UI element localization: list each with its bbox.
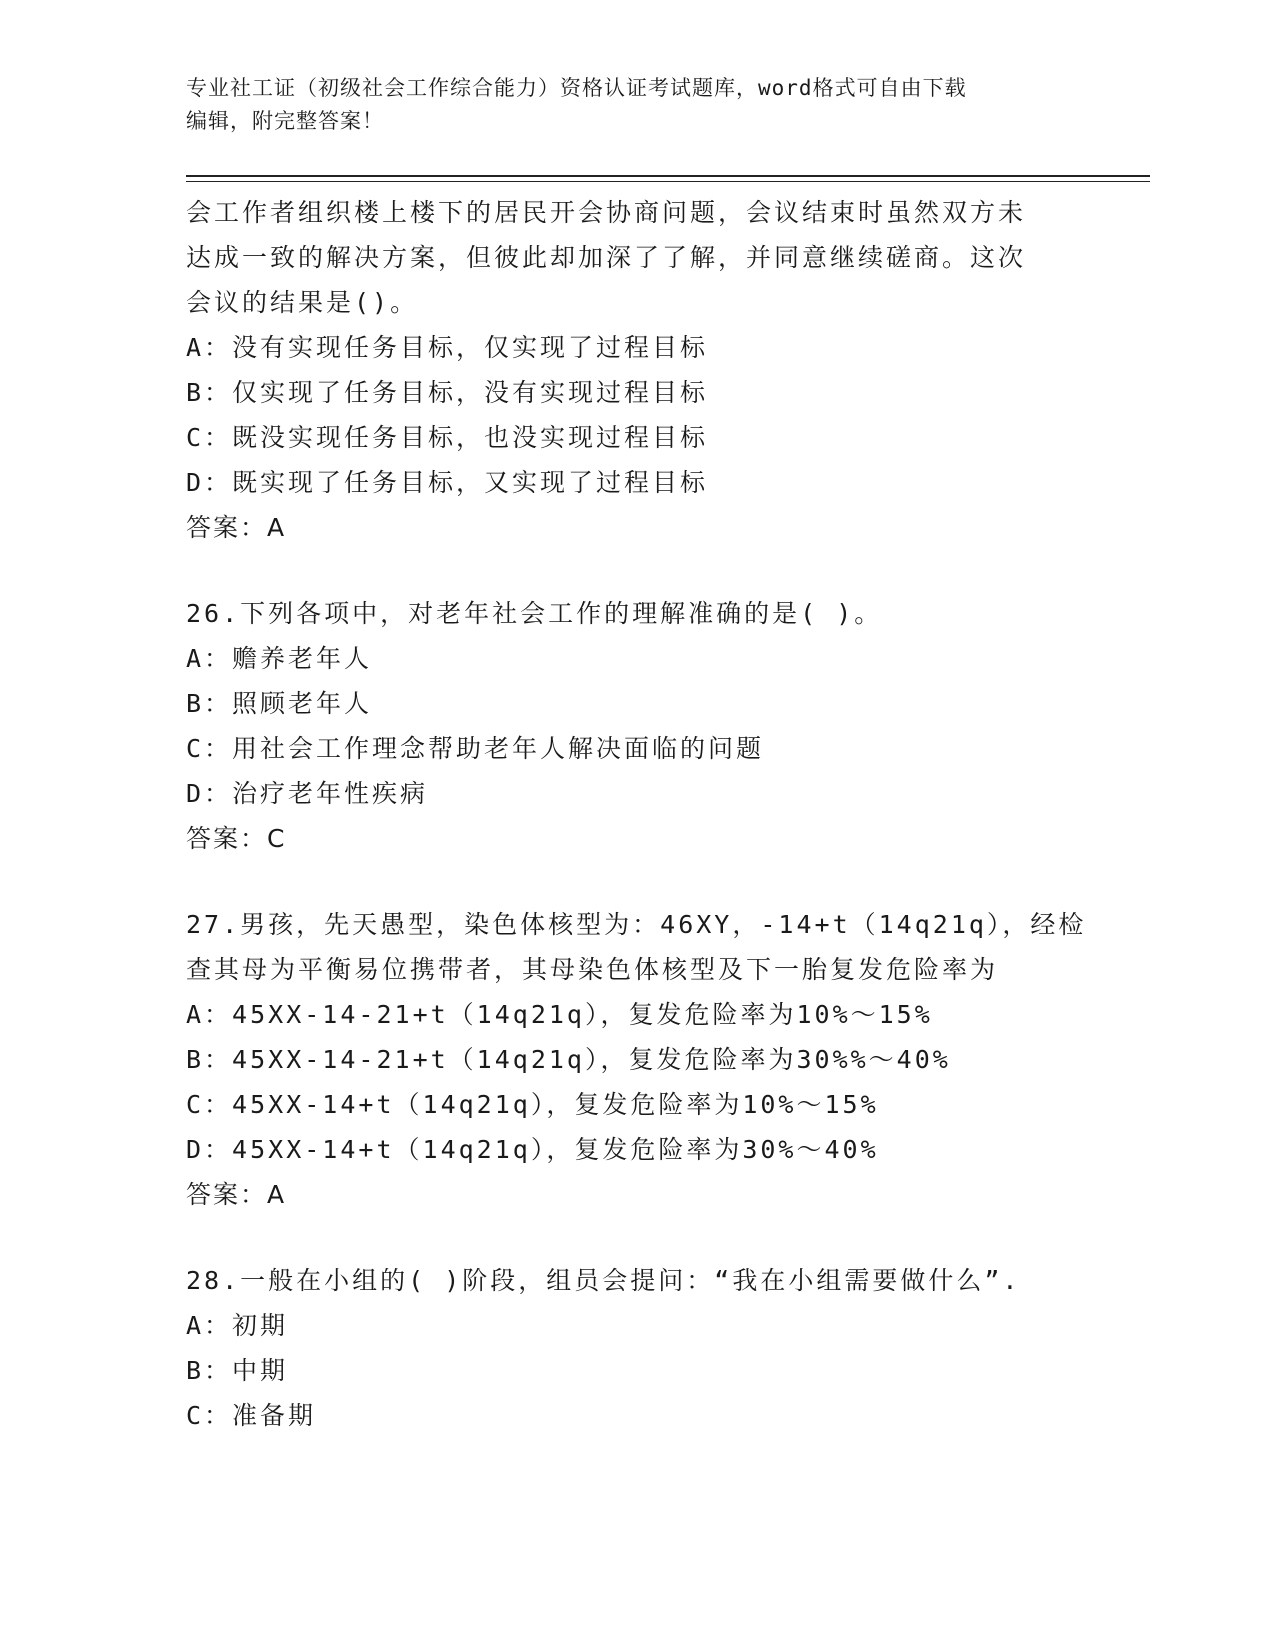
- option-a: A：没有实现任务目标，仅实现了过程目标: [186, 333, 709, 362]
- option-a: A：45XX-14-21+t（14q21q），复发危险率为10%～15%: [186, 1000, 933, 1029]
- header-divider-thin: [186, 181, 1150, 182]
- option-d: D：治疗老年性疾病: [186, 779, 429, 808]
- header-title-line-1: 专业社工证（初级社会工作综合能力）资格认证考试题库，word格式可自由下载: [186, 76, 967, 100]
- option-d: D：45XX-14+t（14q21q），复发危险率为30%～40%: [186, 1135, 879, 1164]
- option-b: B：45XX-14-21+t（14q21q），复发危险率为30%%～40%: [186, 1045, 951, 1074]
- spacer: [186, 1217, 1086, 1258]
- option-b: B：照顾老年人: [186, 689, 373, 718]
- option-b: B：中期: [186, 1356, 289, 1385]
- answer-line: 答案：A: [186, 513, 287, 542]
- question-25: [186, 190, 1086, 550]
- question-stem: 28.一般在小组的( )阶段，组员会提问：“我在小组需要做什么”.: [186, 1266, 1021, 1295]
- option-c: C：既没实现任务目标，也没实现过程目标: [186, 423, 709, 452]
- question-stem-line: 会议的结果是()。: [186, 288, 419, 317]
- option-c: C：45XX-14+t（14q21q），复发危险率为10%～15%: [186, 1090, 879, 1119]
- question-stem-line: 查其母为平衡易位携带者，其母染色体核型及下一胎复发危险率为: [186, 955, 999, 984]
- spacer: [186, 550, 1086, 591]
- question-list: [186, 190, 1086, 1438]
- option-c: C：准备期: [186, 1401, 317, 1430]
- option-a: A：初期: [186, 1311, 289, 1340]
- question-26: [186, 591, 1086, 861]
- document-header: [186, 72, 1066, 138]
- header-divider-thick: [186, 175, 1150, 177]
- question-27: [186, 902, 1086, 1217]
- header-title-line-2: 编辑，附完整答案！: [186, 109, 384, 133]
- spacer: [186, 861, 1086, 902]
- question-stem: 26.下列各项中，对老年社会工作的理解准确的是( )。: [186, 599, 883, 628]
- answer-line: 答案：A: [186, 1180, 287, 1209]
- question-28: [186, 1258, 1086, 1438]
- option-a: A：赡养老年人: [186, 644, 373, 673]
- option-b: B：仅实现了任务目标，没有实现过程目标: [186, 378, 709, 407]
- question-stem-line: 达成一致的解决方案，但彼此却加深了了解，并同意继续磋商。这次: [186, 243, 1027, 272]
- option-d: D：既实现了任务目标，又实现了过程目标: [186, 468, 709, 497]
- answer-line: 答案：C: [186, 824, 287, 853]
- question-stem-line: 27.男孩，先天愚型，染色体核型为：46XY，-14+t（14q21q），经检: [186, 910, 1087, 939]
- question-stem-line: 会工作者组织楼上楼下的居民开会协商问题，会议结束时虽然双方未: [186, 198, 1027, 227]
- option-c: C：用社会工作理念帮助老年人解决面临的问题: [186, 734, 765, 763]
